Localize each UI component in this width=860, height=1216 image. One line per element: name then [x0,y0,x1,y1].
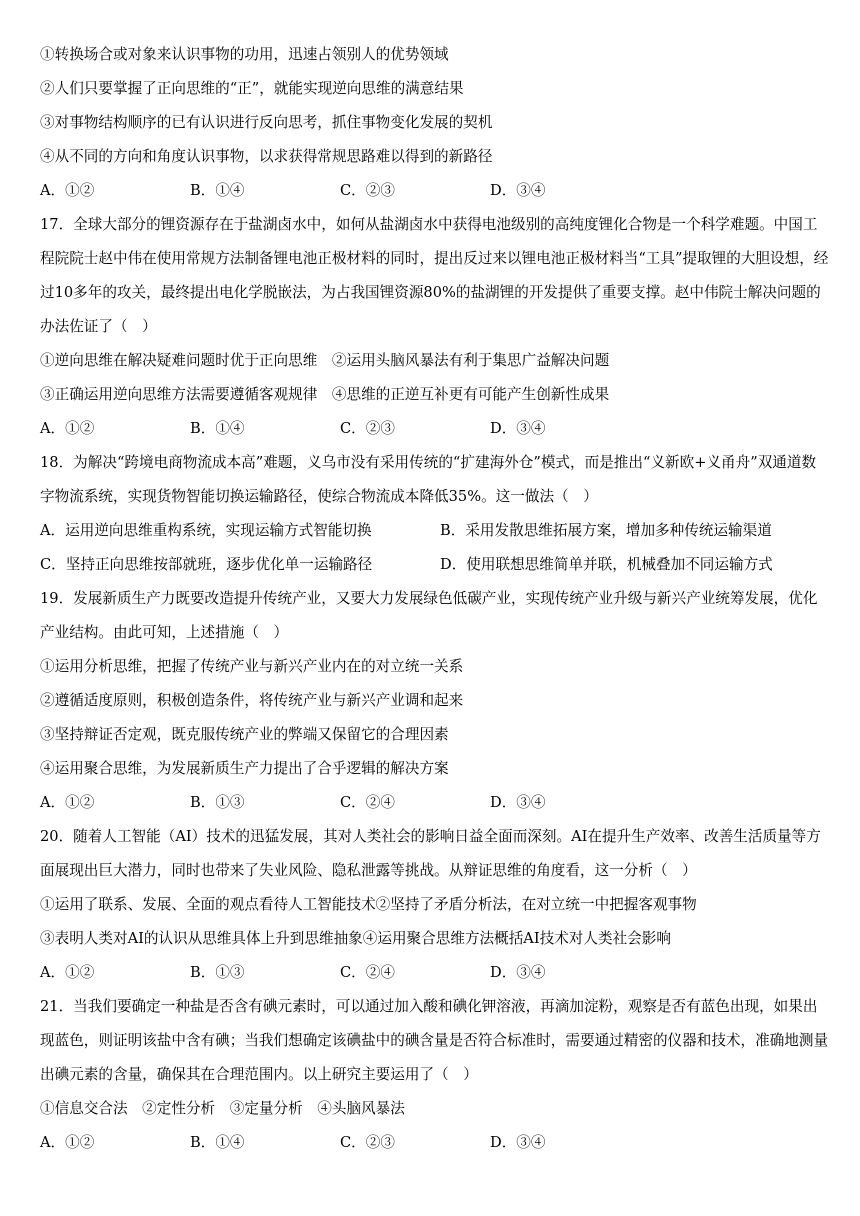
q19-option-d: D．③④ [490,794,546,811]
q20-option-c: C．②④ [340,964,395,981]
q17-option-b: B．①④ [190,420,245,437]
q19-item-3: ③坚持辩证否定观，既克服传统产业的弊端又保留它的合理因素 [40,726,449,743]
q18-option-c: C．坚持正向思维按部就班，逐步优化单一运输路径 [40,556,373,573]
q21-option-a: A．①② [40,1134,95,1151]
q17-option-a: A．①② [40,420,95,437]
q18-option-d: D．使用联想思维简单并联，机械叠加不同运输方式 [440,556,773,573]
q20-items-row-2: ③表明人类对AI的认识从思维具体上升到思维抽象④运用聚合思维方法概括AI技术对人类社会影响 [40,930,671,947]
q16-item-1: ①转换场合或对象来认识事物的功用，迅速占领别人的优势领域 [40,46,449,63]
q21-option-c: C．②③ [340,1134,395,1151]
q21-option-d: D．③④ [490,1134,546,1151]
q20-items-row-1: ①运用了联系、发展、全面的观点看待人工智能技术②坚持了矛盾分析法，在对立统一中把握客观事物 [40,896,697,913]
q20-option-b: B．①③ [190,964,245,981]
q16-item-4: ④从不同的方向和角度认识事物，以求获得常规思路难以得到的新路径 [40,148,493,165]
q20-stem: 20．随着人工智能（AI）技术的迅猛发展，其对人类社会的影响日益全面而深刻。AI在提升生产效率、改善生活质量等方面展现出巨大潜力，同时也带来了失业风险、隐私泄露等挑战。从辩证思维的角度看，这一分析（ ） [40,828,821,879]
q19-item-2: ②遵循适度原则，积极创造条件，将传统产业与新兴产业调和起来 [40,692,464,709]
q20-option-d: D．③④ [490,964,546,981]
q21-options [40,1132,830,1166]
q16-option-d: D．③④ [490,182,546,199]
q17-items-row-2: ③正确运用逆向思维方法需要遵循客观规律 ④思维的正逆互补更有可能产生创新性成果 [40,386,610,403]
q17-option-c: C．②③ [340,420,395,437]
q17-stem: 17．全球大部分的锂资源存在于盐湖卤水中，如何从盐湖卤水中获得电池级别的高纯度锂化合物是一个科学难题。中国工程院院士赵中伟在使用常规方法制备锂电池正极材料的同时，提出反过来以锂电池正极材料当“工具”提取锂的大胆设想，经过10多年的攻关，最终提出电化学脱嵌法，为占我国锂资源80%的盐湖锂的开发提供了重要支撑。赵中伟院士解决问题的办法佐证了（ ） [40,216,829,335]
q18-option-b: B．采用发散思维拓展方案，增加多种传统运输渠道 [440,522,772,539]
q19-option-c: C．②④ [340,794,395,811]
q16-item-2: ②人们只要掌握了正向思维的“正”，就能实现逆向思维的满意结果 [40,80,464,97]
q19-option-b: B．①③ [190,794,245,811]
q16-option-a: A．①② [40,182,95,199]
q18-stem: 18．为解决“跨境电商物流成本高”难题，义乌市没有采用传统的“扩建海外仓”模式，而是推出“义新欧+义甬舟”双通道数字物流系统，实现货物智能切换运输路径，使综合物流成本降低35%。这一做法（ ） [40,454,817,505]
q17-items-row-1: ①逆向思维在解决疑难问题时优于正向思维 ②运用头脑风暴法有利于集思广益解决问题 [40,352,610,369]
q21-stem: 21．当我们要确定一种盐是否含有碘元素时，可以通过加入酸和碘化钾溶液，再滴加淀粉，观察是否有蓝色出现，如果出现蓝色，则证明该盐中含有碘；当我们想确定该碘盐中的碘含量是否符合标准时，需要通过精密的仪器和技术，准确地测量出碘元素的含量，确保其在合理范围内。以上研究主要运用了（ ） [40,998,829,1083]
q21-items-row: ①信息交合法 ②定性分析 ③定量分析 ④头脑风暴法 [40,1100,405,1117]
q19-item-4: ④运用聚合思维，为发展新质生产力提出了合乎逻辑的解决方案 [40,760,449,777]
q18-options-row-1 [40,520,830,554]
q19-stem: 19．发展新质生产力既要改造提升传统产业，又要大力发展绿色低碳产业，实现传统产业升级与新兴产业统筹发展，优化产业结构。由此可知，上述措施（ ） [40,590,818,641]
q16-option-b: B．①④ [190,182,245,199]
q18-option-a: A．运用逆向思维重构系统，实现运输方式智能切换 [40,522,372,539]
q19-item-1: ①运用分析思维，把握了传统产业与新兴产业内在的对立统一关系 [40,658,464,675]
q21-option-b: B．①④ [190,1134,245,1151]
exam-page [40,44,830,1166]
q20-option-a: A．①② [40,964,95,981]
q16-item-3: ③对事物结构顺序的已有认识进行反向思考，抓住事物变化发展的契机 [40,114,493,131]
q19-option-a: A．①② [40,794,95,811]
q16-option-c: C．②③ [340,182,395,199]
q17-option-d: D．③④ [490,420,546,437]
